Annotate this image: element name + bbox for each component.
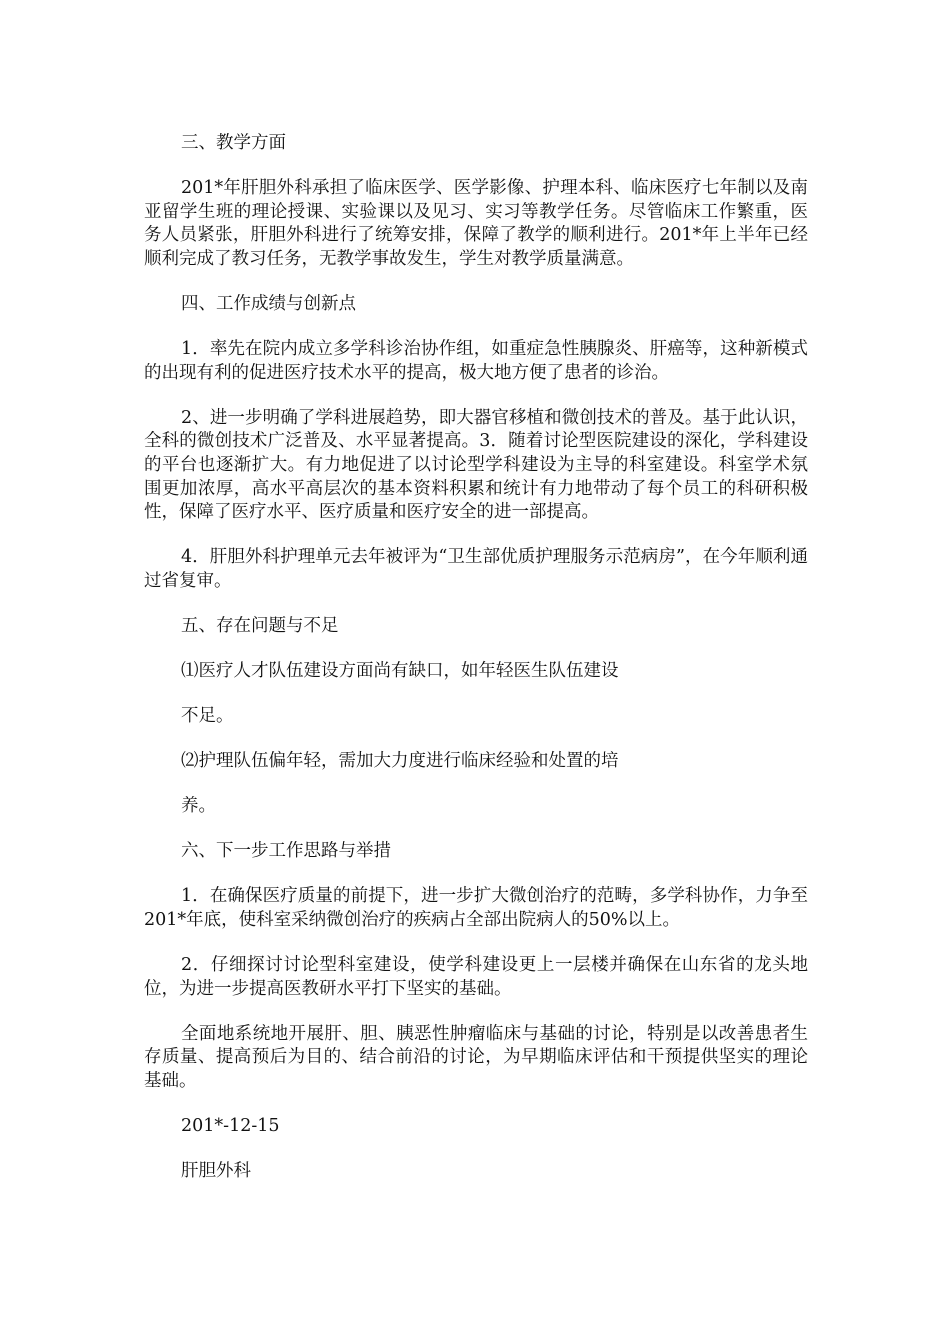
paragraph-next-step-2: 2．仔细探讨讨论型科室建设，使学科建设更上一层楼并确保在山东省的龙头地位，为进一步提高医教研水平打下坚实的基础。 [144,955,808,999]
paragraph-research: 全面地系统地开展肝、胆、胰恶性肿瘤临床与基础的讨论，特别是以改善患者生存质量、提高预后为目的、结合前沿的讨论，为早期临床评估和干预提供坚实的理论基础。 [144,1023,808,1092]
document-department: 肝胆外科 [181,1161,251,1182]
paragraph-problem-2-continued: 养。 [181,796,216,817]
paragraph-achievement-1: 1．率先在院内成立多学科诊治协作组，如重症急性胰腺炎、肝癌等，这种新模式的出现有利的促进医疗技术水平的提高，极大地方便了患者的诊治。 [144,339,808,383]
section-heading-achievements: 四、工作成绩与创新点 [181,293,356,314]
paragraph-problem-1: ⑴医疗人才队伍建设方面尚有缺口，如年轻医生队伍建设 [181,661,619,681]
section-heading-teaching: 三、教学方面 [181,133,286,153]
paragraph-problem-2: ⑵护理队伍偏年轻，需加大力度进行临床经验和处置的培 [181,751,619,772]
document-body [144,132,808,1205]
document-date: 201*-12-15 [181,1116,280,1137]
section-heading-problems: 五、存在问题与不足 [181,615,339,636]
paragraph-achievement-4: 4．肝胆外科护理单元去年被评为“卫生部优质护理服务示范病房”，在今年顺利通过省复审。 [144,547,808,591]
section-heading-next-steps: 六、下一步工作思路与举措 [181,841,391,862]
paragraph-teaching: 201*年肝胆外科承担了临床医学、医学影像、护理本科、临床医疗七年制以及南亚留学生班的理论授课、实验课以及见习、实习等教学任务。尽管临床工作繁重，医务人员紧张，肝胆外科进行了统筹安排，保障了教学的顺利进行。201*年上半年已经顺利完成了教习任务，无教学事故发生，学生对教学质量满意。 [144,178,808,269]
paragraph-problem-1-continued: 不足。 [181,706,234,727]
paragraph-next-step-1: 1．在确保医疗质量的前提下，进一步扩大微创治疗的范畴，多学科协作，力争至201*年底，使科室采纳微创治疗的疾病占全部出院病人的50%以上。 [144,886,808,931]
paragraph-achievement-2: 2、进一步明确了学科进展趋势，即大器官移植和微创技术的普及。基于此认识，全科的微创技术广泛普及、水平显著提高。3．随着讨论型医院建设的深化，学科建设的平台也逐渐扩大。有力地促进了以讨论型学科建设为主导的科室建设。科室学术氛围更加浓厚，高水平高层次的基本资料积累和统计有力地带动了每个员工的科研积极性，保障了医疗水平、医疗质量和医疗安全的进一部提高。 [144,407,808,523]
